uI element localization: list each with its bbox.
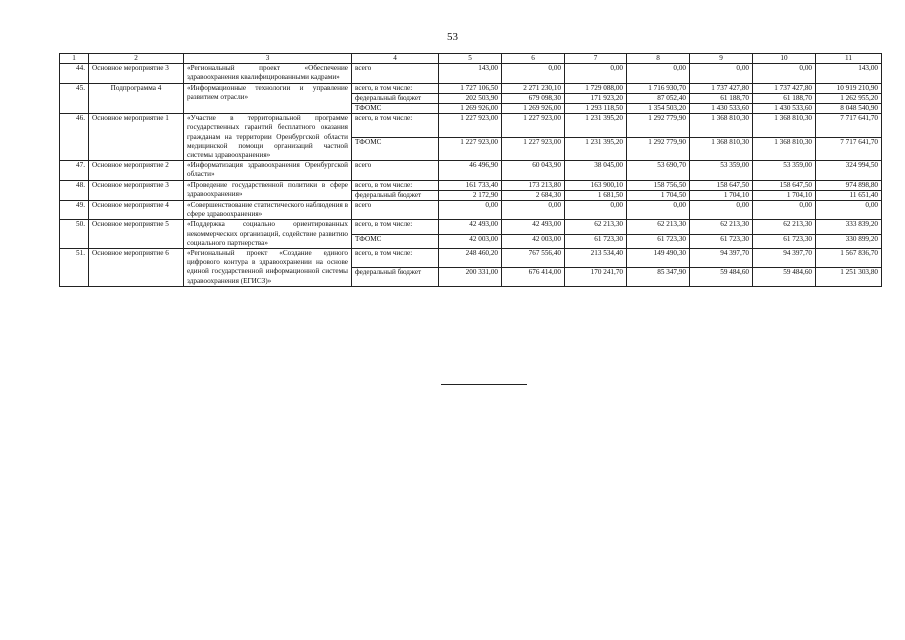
- year-value: 1 292 779,90: [627, 114, 690, 138]
- year-value: 158 647,50: [690, 180, 753, 190]
- year-value: 61 723,30: [565, 234, 627, 248]
- total-value: 11 651,40: [816, 190, 882, 200]
- program-code: Основное мероприятие 2: [89, 161, 184, 180]
- year-value: 1 293 118,50: [565, 104, 627, 114]
- total-value: 1 567 836,70: [816, 249, 882, 268]
- year-value: 1 231 395,20: [565, 114, 627, 138]
- year-value: 0,00: [627, 201, 690, 220]
- year-value: 60 043,90: [502, 161, 565, 180]
- year-value: 1 704,10: [753, 190, 816, 200]
- funding-source: всего, в том числе:: [352, 180, 439, 190]
- total-value: 1 251 303,80: [816, 267, 882, 286]
- total-value: 7 717 641,70: [816, 137, 882, 161]
- footer-divider: [441, 384, 527, 385]
- column-header: 1: [60, 54, 89, 64]
- year-value: 0,00: [502, 64, 565, 83]
- year-value: 1 727 106,50: [439, 83, 502, 93]
- column-header: 6: [502, 54, 565, 64]
- funding-source: всего: [352, 201, 439, 220]
- year-value: 87 052,40: [627, 93, 690, 103]
- funding-source: всего, в том числе:: [352, 114, 439, 138]
- year-value: 2 271 230,10: [502, 83, 565, 93]
- row-number: 50.: [60, 220, 89, 249]
- year-value: 161 733,40: [439, 180, 502, 190]
- year-value: 200 331,00: [439, 267, 502, 286]
- year-value: 0,00: [627, 64, 690, 83]
- funding-source: всего, в том числе:: [352, 83, 439, 93]
- year-value: 158 647,50: [753, 180, 816, 190]
- year-value: 0,00: [502, 201, 565, 220]
- year-value: 0,00: [690, 201, 753, 220]
- year-value: 0,00: [690, 64, 753, 83]
- year-value: 170 241,70: [565, 267, 627, 286]
- row-number: 51.: [60, 249, 89, 287]
- year-value: 1 681,50: [565, 190, 627, 200]
- year-value: 1 368 810,30: [753, 137, 816, 161]
- funding-source: всего, в том числе:: [352, 220, 439, 234]
- year-value: 173 213,80: [502, 180, 565, 190]
- year-value: 213 534,40: [565, 249, 627, 268]
- year-value: 42 493,00: [502, 220, 565, 234]
- program-code: Основное мероприятие 1: [89, 114, 184, 161]
- year-value: 46 496,90: [439, 161, 502, 180]
- table-row: [60, 83, 882, 93]
- year-value: 171 923,20: [565, 93, 627, 103]
- year-value: 0,00: [753, 64, 816, 83]
- column-header: 9: [690, 54, 753, 64]
- funding-source: федеральный бюджет: [352, 93, 439, 103]
- total-value: 0,00: [816, 201, 882, 220]
- year-value: 1 737 427,80: [690, 83, 753, 93]
- year-value: 61 188,70: [690, 93, 753, 103]
- row-number: 44.: [60, 64, 89, 83]
- column-header: 10: [753, 54, 816, 64]
- year-value: 679 098,30: [502, 93, 565, 103]
- year-value: 53 359,00: [690, 161, 753, 180]
- year-value: 38 045,00: [565, 161, 627, 180]
- year-value: 1 269 926,00: [439, 104, 502, 114]
- total-value: 333 839,20: [816, 220, 882, 234]
- total-value: 8 048 540,90: [816, 104, 882, 114]
- year-value: 2 172,90: [439, 190, 502, 200]
- funding-source: ТФОМС: [352, 104, 439, 114]
- year-value: 42 003,00: [502, 234, 565, 248]
- year-value: 2 684,30: [502, 190, 565, 200]
- year-value: 1 354 503,20: [627, 104, 690, 114]
- funding-source: ТФОМС: [352, 137, 439, 161]
- year-value: 62 213,30: [565, 220, 627, 234]
- program-code: Основное мероприятие 6: [89, 249, 184, 287]
- program-name: «Региональный проект «Обеспечение здравоохранения квалифицированными кадрами»: [184, 64, 352, 83]
- column-header: 7: [565, 54, 627, 64]
- program-name: «Информатизация здравоохранения Оренбургской области»: [184, 161, 352, 180]
- program-name: «Информационные технологии и управление развитием отрасли»: [184, 83, 352, 114]
- year-value: 1 716 930,70: [627, 83, 690, 93]
- total-value: 143,00: [816, 64, 882, 83]
- total-value: 1 262 955,20: [816, 93, 882, 103]
- year-value: 85 347,90: [627, 267, 690, 286]
- program-code: Основное мероприятие 3: [89, 64, 184, 83]
- program-name: «Региональный проект «Создание единого цифрового контура в здравоохранении на основе единой государственной информационной системы здравоохранения (ЕГИСЗ)»: [184, 249, 352, 287]
- year-value: 1 704,10: [690, 190, 753, 200]
- year-value: 94 397,70: [753, 249, 816, 268]
- year-value: 248 460,20: [439, 249, 502, 268]
- year-value: 1 737 427,80: [753, 83, 816, 93]
- year-value: 1 292 779,90: [627, 137, 690, 161]
- program-name: «Поддержка социально ориентированных некоммерческих организаций, содействие развитию социального партнерства»: [184, 220, 352, 249]
- year-value: 676 414,00: [502, 267, 565, 286]
- year-value: 158 756,50: [627, 180, 690, 190]
- program-name: «Участие в территориальной программе государственных гарантий бесплатного оказания гражданам на территории Оренбургской области медицинской помощи организаций частной системы здравоохранения»: [184, 114, 352, 161]
- year-value: 1 729 088,00: [565, 83, 627, 93]
- year-value: 0,00: [753, 201, 816, 220]
- total-value: 10 919 210,90: [816, 83, 882, 93]
- year-value: 1 704,50: [627, 190, 690, 200]
- funding-source: всего, в том числе:: [352, 249, 439, 268]
- row-number: 45.: [60, 83, 89, 114]
- column-header: 4: [352, 54, 439, 64]
- column-header: 5: [439, 54, 502, 64]
- column-header: 11: [816, 54, 882, 64]
- year-value: 42 493,00: [439, 220, 502, 234]
- table-row: [60, 161, 882, 180]
- row-number: 47.: [60, 161, 89, 180]
- year-value: 143,00: [439, 64, 502, 83]
- year-value: 53 690,70: [627, 161, 690, 180]
- funding-source: всего: [352, 64, 439, 83]
- year-value: 0,00: [565, 64, 627, 83]
- year-value: 59 484,60: [753, 267, 816, 286]
- funding-source: федеральный бюджет: [352, 190, 439, 200]
- total-value: 330 899,20: [816, 234, 882, 248]
- row-number: 48.: [60, 180, 89, 200]
- year-value: 1 227 923,00: [439, 137, 502, 161]
- column-header: 2: [89, 54, 184, 64]
- table-row: [60, 220, 882, 234]
- total-value: 324 994,50: [816, 161, 882, 180]
- table-row: [60, 64, 882, 83]
- year-value: 62 213,30: [690, 220, 753, 234]
- column-header: 3: [184, 54, 352, 64]
- year-value: 1 368 810,30: [690, 114, 753, 138]
- year-value: 53 359,00: [753, 161, 816, 180]
- year-value: 0,00: [565, 201, 627, 220]
- year-value: 1 269 926,00: [502, 104, 565, 114]
- year-value: 767 556,40: [502, 249, 565, 268]
- table-row: [60, 201, 882, 220]
- program-name: «Проведение государственной политики в сфере здравоохранения»: [184, 180, 352, 200]
- year-value: 1 430 533,60: [690, 104, 753, 114]
- year-value: 202 503,90: [439, 93, 502, 103]
- year-value: 61 723,30: [753, 234, 816, 248]
- year-value: 1 430 533,60: [753, 104, 816, 114]
- year-value: 62 213,30: [753, 220, 816, 234]
- year-value: 59 484,60: [690, 267, 753, 286]
- column-header: 8: [627, 54, 690, 64]
- year-value: 42 003,00: [439, 234, 502, 248]
- year-value: 94 397,70: [690, 249, 753, 268]
- program-code: Основное мероприятие 4: [89, 201, 184, 220]
- year-value: 61 188,70: [753, 93, 816, 103]
- year-value: 149 490,30: [627, 249, 690, 268]
- total-value: 7 717 641,70: [816, 114, 882, 138]
- year-value: 0,00: [439, 201, 502, 220]
- program-code: Подпрограмма 4: [89, 83, 184, 114]
- year-value: 1 227 923,00: [502, 114, 565, 138]
- year-value: 62 213,30: [627, 220, 690, 234]
- funding-source: федеральный бюджет: [352, 267, 439, 286]
- program-code: Основное мероприятие 5: [89, 220, 184, 249]
- year-value: 1 368 810,30: [753, 114, 816, 138]
- program-name: «Совершенствование статистического наблюдения в сфере здравоохранения»: [184, 201, 352, 220]
- funding-source: всего: [352, 161, 439, 180]
- year-value: 1 231 395,20: [565, 137, 627, 161]
- year-value: 1 368 810,30: [690, 137, 753, 161]
- table-row: [60, 249, 882, 268]
- budget-table: [59, 53, 882, 287]
- table-row: [60, 180, 882, 190]
- year-value: 163 900,10: [565, 180, 627, 190]
- year-value: 1 227 923,00: [439, 114, 502, 138]
- funding-source: ТФОМС: [352, 234, 439, 248]
- total-value: 974 898,80: [816, 180, 882, 190]
- year-value: 1 227 923,00: [502, 137, 565, 161]
- row-number: 46.: [60, 114, 89, 161]
- header-row: [60, 54, 882, 64]
- year-value: 61 723,30: [627, 234, 690, 248]
- page-number: 53: [447, 31, 458, 43]
- row-number: 49.: [60, 201, 89, 220]
- table-row: [60, 114, 882, 138]
- program-code: Основное мероприятие 3: [89, 180, 184, 200]
- year-value: 61 723,30: [690, 234, 753, 248]
